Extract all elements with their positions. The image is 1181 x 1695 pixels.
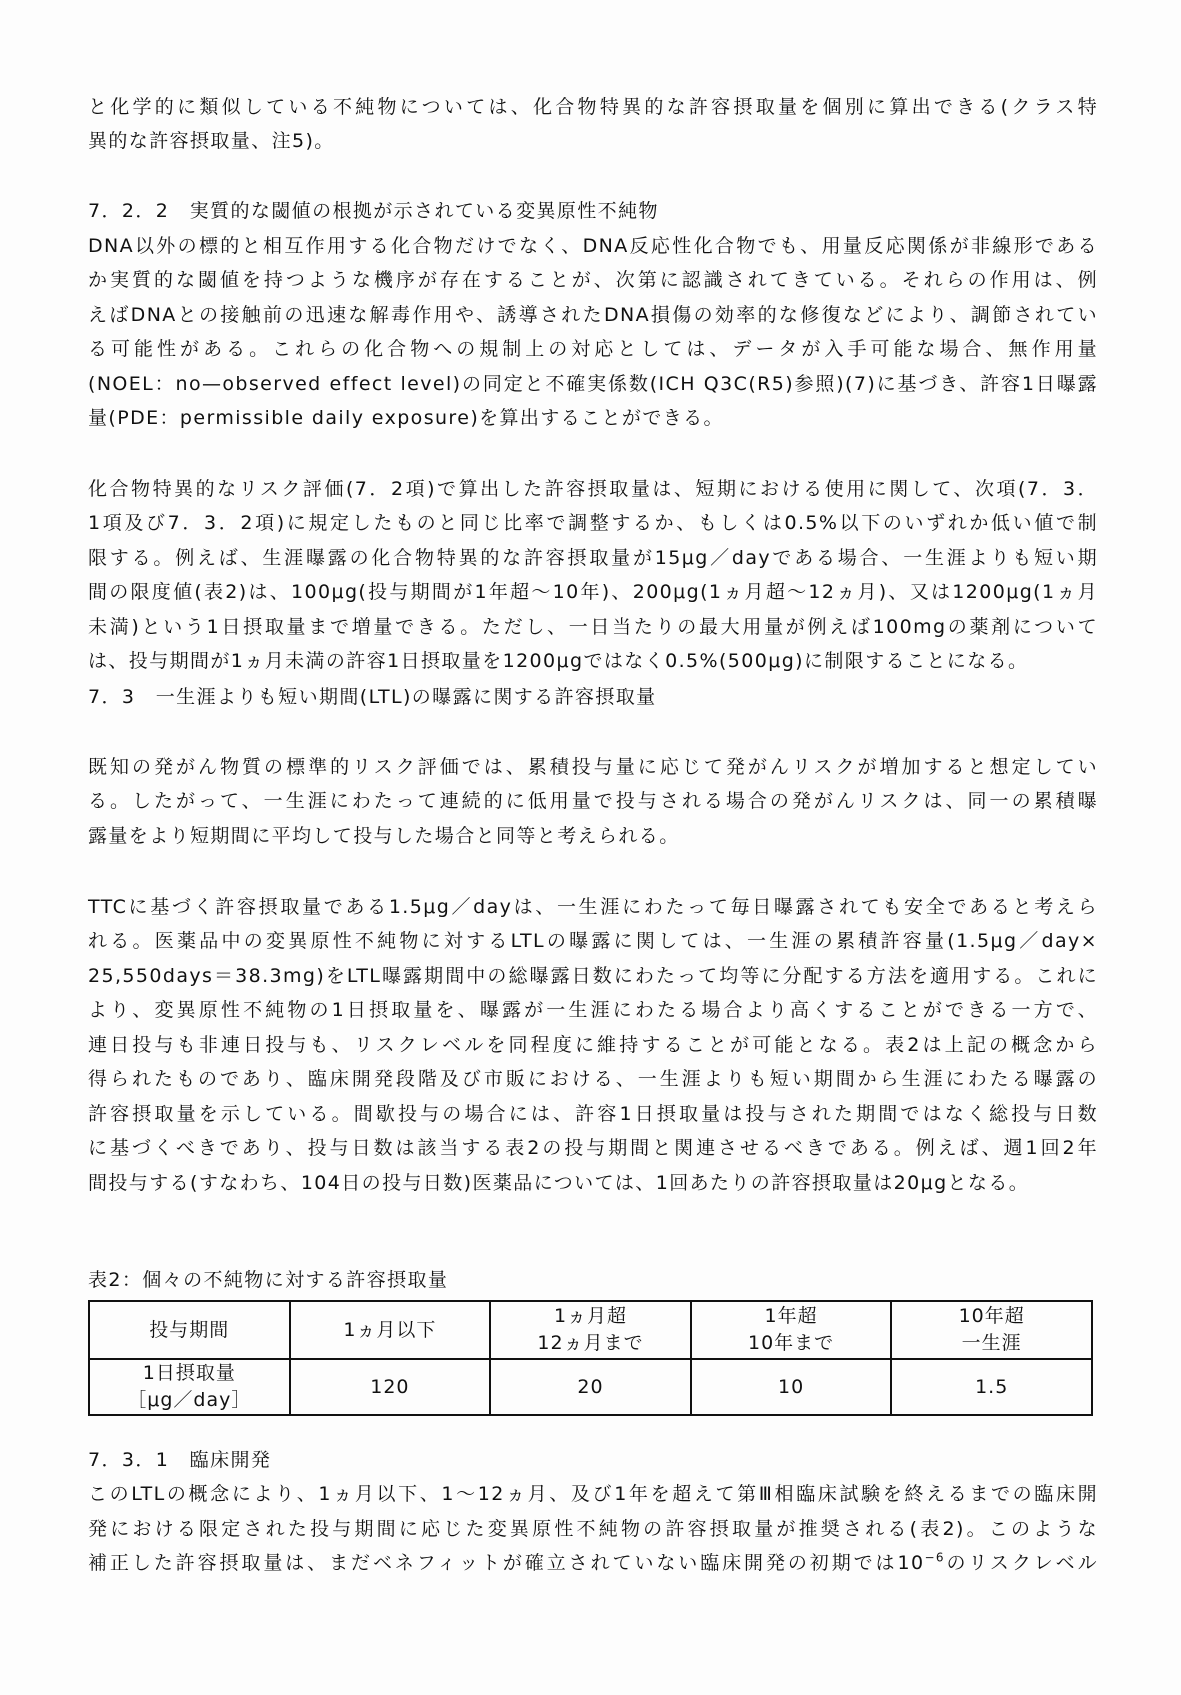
paragraph-line: か実質的な閾値を持つような機序が存在することが、次第に認識されてきている。それらの作用は、例 <box>88 269 1098 291</box>
paragraph-line: 化合物特異的なリスク評価(7．2項)で算出した許容摂取量は、短期における使用に関して、次項(7．3． <box>88 478 1098 500</box>
text-segment: 補正した許容摂取量は、まだベネフィットが確立されていない臨床開発の初期では10 <box>88 1552 925 1574</box>
cell-text: 10年超 <box>958 1305 1025 1327</box>
paragraph-line: 間の限度値(表2)は、100μg(投与期間が1年超～10年)、200μg(1ヵ月超～12ヵ月)、又は1200μg(1ヵ月 <box>88 581 1098 603</box>
cell-text: 10年まで <box>747 1332 835 1354</box>
superscript-exponent: −6 <box>924 1550 945 1565</box>
table-cell <box>490 1359 691 1415</box>
paragraph-line: 得られたものであり、臨床開発段階及び市販における、一生涯よりも短い期間から生涯にわたる曝露の <box>88 1068 1098 1090</box>
table-cell <box>290 1359 491 1415</box>
cell-text: 1.5 <box>975 1375 1009 1398</box>
intake-limits-table <box>88 1300 1093 1416</box>
cell-text: 12ヵ月まで <box>537 1332 644 1354</box>
paragraph-line: 異的な許容摂取量、注5)。 <box>88 130 335 152</box>
paragraph-line: TTCに基づく許容摂取量である1.5μg／dayは、一生涯にわたって毎日曝露されても安全であると考えら <box>88 896 1098 918</box>
section-heading-7-2-2: 7．2．2 実質的な閾値の根拠が示されている変異原性不純物 <box>88 200 659 222</box>
paragraph-line: に基づくべきであり、投与日数は該当する表2の投与期間と関連させるべきである。例えば、週1回2年 <box>88 1137 1098 1159</box>
paragraph-line: 連日投与も非連日投与も、リスクレベルを同程度に維持することが可能となる。表2は上記の概念から <box>88 1034 1098 1056</box>
cell-text: 1ヵ月以下 <box>343 1318 437 1341</box>
paragraph-line: 間投与する(すなわち、104日の投与日数)医薬品については、1回あたりの許容摂取量は20μgとなる。 <box>88 1172 1030 1194</box>
table-cell <box>891 1359 1092 1415</box>
paragraph-line: 量(PDE：permissible daily exposure)を算出することができる。 <box>88 407 724 429</box>
text-segment: のリスクレベル <box>944 1552 1099 1574</box>
paragraph-line: る。したがって、一生涯にわたって連続的に低用量で投与される場合の発がんリスクは、同一の累積曝 <box>88 790 1098 812</box>
paragraph-line: 許容摂取量を示している。間歇投与の場合には、許容1日摂取量は投与された期間ではなく総投与日数 <box>88 1103 1098 1125</box>
paragraph-line: と化学的に類似している不純物については、化合物特異的な許容摂取量を個別に算出できる(クラス特 <box>88 96 1098 118</box>
paragraph-line: えばDNAとの接触前の迅速な解毒作用や、誘導されたDNA損傷の効率的な修復などにより、調節されてい <box>88 304 1098 326</box>
table-row <box>89 1359 1092 1415</box>
paragraph-line: は、投与期間が1ヵ月未満の許容1日摂取量を1200μgではなく0.5%(500μg)に制限することになる。 <box>88 650 1029 672</box>
table-cell <box>89 1301 290 1359</box>
table-cell <box>490 1301 691 1359</box>
cell-text: 投与期間 <box>149 1318 230 1341</box>
paragraph-line: れる。医薬品中の変異原性不純物に対するLTLの曝露に関しては、一生涯の累積許容量(1.5μg／day× <box>88 930 1098 952</box>
paragraph-line: 1項及び7．3．2項)に規定したものと同じ比率で調整するか、もしくは0.5%以下のいずれか低い値で制 <box>88 512 1098 534</box>
paragraph-line: 未満)という1日摂取量まで増量できる。ただし、一日当たりの最大用量が例えば100mgの薬剤について <box>88 616 1098 638</box>
section-heading-7-3-1: 7．3．1 臨床開発 <box>88 1449 272 1471</box>
cell-text: 1ヵ月超 <box>553 1305 628 1327</box>
table-header-row <box>89 1301 1092 1359</box>
paragraph-line: 既知の発がん物質の標準的リスク評価では、累積投与量に応じて発がんリスクが増加すると想定してい <box>88 756 1098 778</box>
paragraph-line: る可能性がある。これらの化合物への規制上の対応としては、データが入手可能な場合、無作用量 <box>88 338 1098 360</box>
cell-text: 一生涯 <box>961 1332 1022 1354</box>
paragraph-line: 露量をより短期間に平均して投与した場合と同等と考えられる。 <box>88 825 680 847</box>
table-cell <box>290 1301 491 1359</box>
paragraph-line: 発における限定された投与期間に応じた変異原性不純物の許容摂取量が推奨される(表2)。このような <box>88 1518 1098 1540</box>
table-cell <box>891 1301 1092 1359</box>
table-cell <box>691 1301 892 1359</box>
paragraph-line <box>88 1551 1098 1575</box>
table-cell <box>691 1359 892 1415</box>
section-heading-7-3: 7．3 一生涯よりも短い期間(LTL)の曝露に関する許容摂取量 <box>88 686 657 708</box>
cell-text: 1日摂取量 <box>142 1362 236 1384</box>
cell-text: 20 <box>577 1375 604 1398</box>
paragraph-line: より、変異原性不純物の1日摂取量を、曝露が一生涯にわたる場合より高くすることができる一方で、 <box>88 999 1098 1021</box>
table-cell <box>89 1359 290 1415</box>
paragraph-line: DNA以外の標的と相互作用する化合物だけでなく、DNA反応性化合物でも、用量反応関係が非線形である <box>88 235 1098 257</box>
cell-text: 10 <box>777 1375 805 1398</box>
paragraph-line: (NOEL：no—observed effect level)の同定と不確実係数(ICH Q3C(R5)参照)(7)に基づき、許容1日曝露 <box>88 373 1098 395</box>
paragraph-line: このLTLの概念により、1ヵ月以下、1～12ヵ月、及び1年を超えて第Ⅲ相臨床試験を終えるまでの臨床開 <box>88 1483 1098 1505</box>
paragraph-line: 限する。例えば、生涯曝露の化合物特異的な許容摂取量が15μg／dayである場合、一生涯よりも短い期 <box>88 547 1098 569</box>
cell-text: 120 <box>370 1375 410 1398</box>
cell-text: 1年超 <box>764 1305 818 1327</box>
cell-text: ［μg／day］ <box>127 1389 252 1411</box>
paragraph-line: 25,550days＝38.3mg)をLTL曝露期間中の総曝露日数にわたって均等に分配する方法を適用する。これに <box>88 965 1098 987</box>
table-caption: 表2：個々の不純物に対する許容摂取量 <box>88 1269 449 1291</box>
